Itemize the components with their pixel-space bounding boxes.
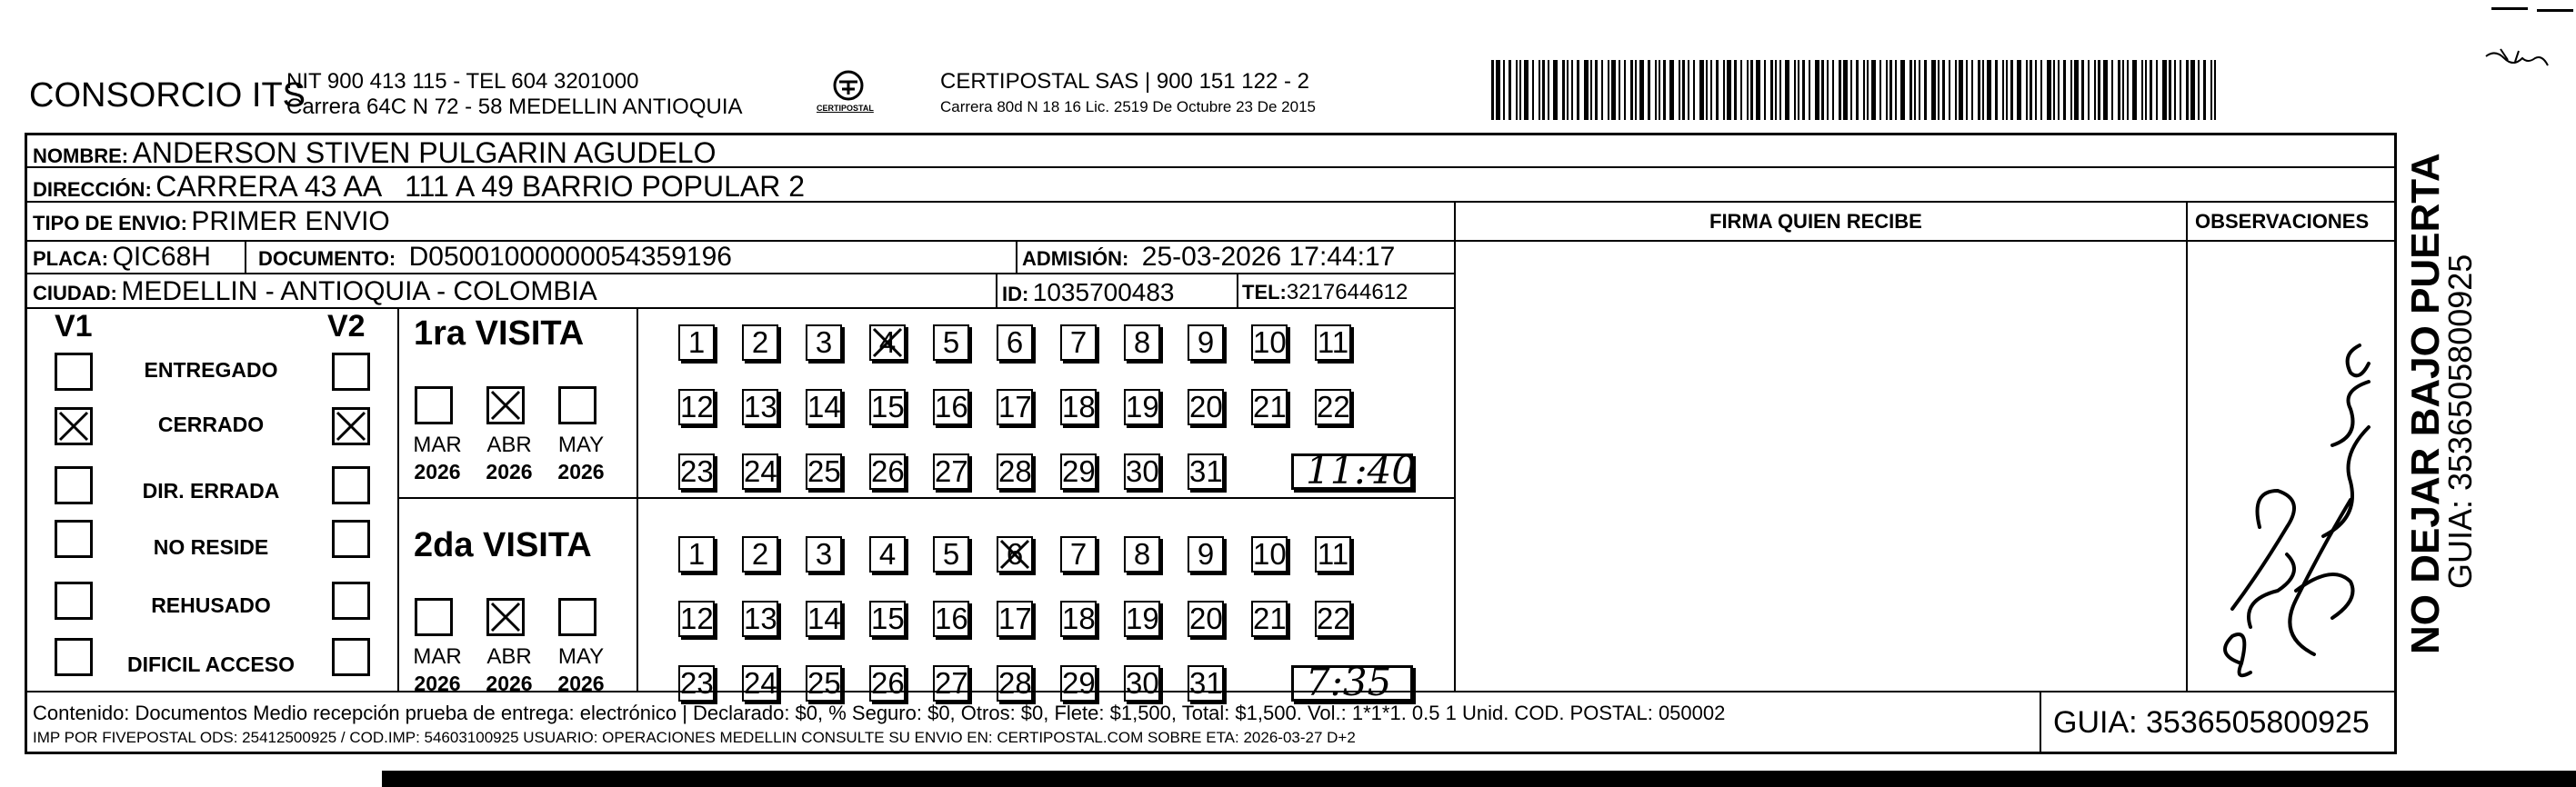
col-line (397, 307, 399, 692)
nombre-label: NOMBRE: (33, 144, 129, 167)
day-box[interactable]: 17 (998, 602, 1032, 635)
tipo-envio-field (33, 206, 390, 237)
month-checkbox[interactable] (415, 598, 453, 636)
x-mark (335, 410, 367, 443)
day-box[interactable]: 27 (935, 666, 968, 700)
col-line (245, 240, 246, 274)
col-line (1237, 273, 1238, 307)
day-box[interactable]: 16 (935, 390, 968, 423)
month-label: ABR (486, 644, 532, 669)
day-box[interactable]: 14 (807, 602, 841, 635)
row-line (25, 307, 1456, 309)
col-line (1454, 201, 1456, 692)
day-box[interactable]: 7 (1060, 536, 1097, 573)
admision-field (1022, 242, 1395, 273)
tel-value: 3217644612 (1286, 280, 1408, 304)
day-box[interactable]: 13 (744, 390, 777, 423)
visit-title: 2da VISITA (414, 526, 592, 564)
col-line (1016, 240, 1017, 274)
day-box[interactable]: 5 (933, 536, 969, 573)
x-mark (998, 538, 1031, 571)
x-mark (871, 326, 904, 359)
day-box[interactable]: 10 (1253, 537, 1287, 571)
time-value: 7:35 (1306, 660, 1392, 704)
month-label: ABR (486, 433, 532, 457)
nombre-field (33, 136, 716, 170)
day-box[interactable]: 25 (807, 454, 841, 488)
firma-label: FIRMA QUIEN RECIBE (1709, 210, 1922, 233)
day-box[interactable]: 23 (680, 454, 714, 488)
day-box[interactable]: 5 (933, 324, 969, 361)
certipostal-logo (817, 69, 880, 116)
v1-label: V1 (55, 309, 93, 344)
status-label: ENTREGADO (144, 358, 278, 382)
certipostal-address: Carrera 80d N 18 16 Lic. 2519 De Octubre 23 De 2015 (940, 98, 1316, 115)
month-checkbox[interactable] (558, 598, 596, 636)
day-box[interactable]: 20 (1189, 602, 1223, 635)
col-line (2040, 691, 2041, 754)
day-box[interactable]: 21 (1253, 602, 1287, 635)
v1-checkbox[interactable] (55, 353, 93, 391)
id-value: 1035700483 (1032, 278, 1175, 306)
day-box[interactable]: 13 (744, 602, 777, 635)
day-box[interactable]: 11 (1315, 324, 1351, 361)
day-box[interactable]: 31 (1189, 454, 1223, 488)
nombre-value: ANDERSON STIVEN PULGARIN AGUDELO (132, 136, 717, 169)
day-box[interactable]: 28 (998, 666, 1032, 700)
id-label: ID: (1002, 283, 1029, 305)
placa-label: PLACA: (33, 247, 109, 270)
day-box[interactable]: 12 (680, 602, 714, 635)
direccion-field (33, 170, 805, 204)
day-box[interactable]: 3 (806, 536, 842, 573)
day-box[interactable]: 19 (1126, 390, 1159, 423)
ciudad-field (33, 276, 597, 307)
company-nit: NIT 900 413 115 - TEL 604 3201000 (286, 69, 639, 94)
day-box[interactable]: 6 (997, 324, 1033, 361)
footer-contenido: Contenido: Documentos Medio recepción prueba de entrega: electrónico | Declarado: $0, % Seguro: $0, Otros: $0, Flete: $1,500, Total: $1,500. Vol.: 1*1*1. 0.5 1 Unid. COD. POSTAL: 050002 (33, 702, 1726, 724)
day-box[interactable]: 3 (806, 324, 842, 361)
corner-mark (2537, 9, 2573, 12)
day-box[interactable]: 15 (871, 602, 905, 635)
v2-checkbox[interactable] (332, 466, 370, 504)
logo-caption: CERTIPOSTAL (817, 104, 874, 113)
ciudad-label: CIUDAD: (33, 282, 117, 304)
documento-value: D05001000000054359196 (408, 242, 732, 272)
v1-checkbox[interactable] (55, 520, 93, 558)
day-box[interactable]: 6 (997, 536, 1033, 573)
day-box[interactable]: 28 (998, 454, 1032, 488)
documento-field (258, 242, 732, 273)
time-value: 11:40 (1306, 448, 1417, 493)
visit-divider (397, 497, 1456, 499)
day-box[interactable]: 29 (1062, 454, 1096, 488)
placa-value: QIC68H (112, 242, 211, 272)
day-box[interactable]: 20 (1189, 390, 1223, 423)
day-box[interactable]: 8 (1124, 324, 1160, 361)
year-label: 2026 (414, 460, 461, 483)
row-line (2186, 240, 2397, 242)
day-box[interactable]: 30 (1126, 454, 1159, 488)
month-label: MAR (413, 433, 462, 457)
year-label: 2026 (557, 672, 605, 695)
year-label: 2026 (486, 672, 533, 695)
day-box[interactable]: 26 (871, 454, 905, 488)
documento-label: DOCUMENTO: (258, 247, 396, 270)
footer-imp: IMP POR FIVEPOSTAL ODS: 25412500925 / COD.IMP: 54603100925 USUARIO: OPERACIONES MEDELLIN CONSULTE SU ENVIO EN: CERTIPOSTAL.COM SOBRE ETA: 2026-03-27 D+2 (33, 729, 1356, 746)
observaciones-label: OBSERVACIONES (2195, 210, 2370, 233)
month-checkbox[interactable] (486, 598, 525, 636)
row-line (25, 273, 1456, 274)
tipo-envio-value: PRIMER ENVIO (191, 206, 390, 236)
day-box[interactable]: 18 (1062, 602, 1096, 635)
day-box[interactable]: 12 (680, 390, 714, 423)
month-checkbox[interactable] (558, 386, 596, 424)
no-dejar-bajo-puerta: NO DEJAR BAJO PUERTA (2403, 153, 2448, 654)
status-label: NO RESIDE (153, 535, 269, 559)
v1-checkbox[interactable] (55, 582, 93, 620)
day-box[interactable]: 2 (742, 324, 778, 361)
month-checkbox[interactable] (415, 386, 453, 424)
day-box[interactable]: 21 (1253, 390, 1287, 423)
day-box[interactable]: 4 (869, 536, 906, 573)
year-label: 2026 (486, 460, 533, 483)
v2-label: V2 (327, 309, 366, 344)
x-mark (489, 601, 522, 633)
tipo-envio-label: TIPO DE ENVIO: (33, 212, 187, 234)
company-name: CONSORCIO ITS (29, 76, 306, 115)
x-mark (57, 410, 90, 443)
day-box[interactable]: 18 (1062, 390, 1096, 423)
status-label: DIR. ERRADA (142, 479, 280, 503)
v2-checkbox[interactable] (332, 520, 370, 558)
side-guia: GUIA: 3536505800925 (2441, 254, 2479, 589)
status-label: CERRADO (157, 413, 265, 436)
day-box[interactable]: 10 (1253, 325, 1287, 359)
placa-field (33, 242, 211, 273)
year-label: 2026 (557, 460, 605, 483)
id-field (1002, 278, 1175, 307)
tel-label: TEL: (1242, 281, 1287, 304)
day-box[interactable]: 2 (742, 536, 778, 573)
day-box[interactable]: 29 (1062, 666, 1096, 700)
scribble-mark (2482, 44, 2555, 85)
status-label: DIFICIL ACCESO (126, 653, 295, 676)
col-line (636, 307, 638, 692)
status-label: REHUSADO (151, 593, 271, 617)
day-box[interactable]: 31 (1189, 666, 1223, 700)
v2-checkbox[interactable] (332, 407, 370, 445)
day-box[interactable]: 8 (1124, 536, 1160, 573)
ciudad-value: MEDELLIN - ANTIOQUIA - COLOMBIA (121, 276, 597, 306)
day-box[interactable]: 4 (869, 324, 906, 361)
bottom-edge-bar (382, 771, 2576, 787)
day-box[interactable]: 22 (1317, 390, 1350, 423)
day-box[interactable]: 17 (998, 390, 1032, 423)
day-box[interactable]: 1 (678, 536, 715, 573)
barcode (1491, 60, 2219, 120)
day-box[interactable]: 9 (1188, 324, 1224, 361)
month-label: MAR (413, 644, 462, 669)
month-label: MAY (557, 644, 605, 669)
tel-field (1242, 280, 1408, 305)
day-box[interactable]: 27 (935, 454, 968, 488)
day-box[interactable]: 23 (680, 666, 714, 700)
v2-checkbox[interactable] (332, 638, 370, 676)
admision-value: 25-03-2026 17:44:17 (1141, 242, 1396, 272)
v1-checkbox[interactable] (55, 466, 93, 504)
day-box[interactable]: 15 (871, 390, 905, 423)
day-box[interactable]: 1 (678, 324, 715, 361)
direccion-value: CARRERA 43 AA 111 A 49 BARRIO POPULAR 2 (155, 170, 806, 203)
v2-checkbox[interactable] (332, 582, 370, 620)
col-line (996, 273, 997, 307)
day-box[interactable]: 16 (935, 602, 968, 635)
day-box[interactable]: 24 (744, 454, 777, 488)
signature (2187, 264, 2396, 691)
month-label: MAY (557, 433, 605, 457)
x-mark (489, 389, 522, 422)
day-box[interactable]: 26 (871, 666, 905, 700)
visit-title: 1ra VISITA (414, 314, 585, 353)
month-checkbox[interactable] (486, 386, 525, 424)
day-box[interactable]: 30 (1126, 666, 1159, 700)
admision-label: ADMISIÓN: (1022, 247, 1129, 270)
day-box[interactable]: 7 (1060, 324, 1097, 361)
day-box[interactable]: 9 (1188, 536, 1224, 573)
v1-checkbox[interactable] (55, 407, 93, 445)
day-box[interactable]: 24 (744, 666, 777, 700)
day-box[interactable]: 14 (807, 390, 841, 423)
certipostal-name: CERTIPOSTAL SAS | 900 151 122 - 2 (940, 69, 1309, 94)
day-box[interactable]: 22 (1317, 602, 1350, 635)
company-address: Carrera 64C N 72 - 58 MEDELLIN ANTIOQUIA (286, 95, 743, 119)
day-box[interactable]: 25 (807, 666, 841, 700)
year-label: 2026 (414, 672, 461, 695)
v2-checkbox[interactable] (332, 353, 370, 391)
day-box[interactable]: 19 (1126, 602, 1159, 635)
v1-checkbox[interactable] (55, 638, 93, 676)
day-box[interactable]: 11 (1315, 536, 1351, 573)
footer-guia: GUIA: 3536505800925 (2053, 705, 2370, 740)
corner-mark (2491, 7, 2528, 10)
direccion-label: DIRECCIÓN: (33, 178, 152, 201)
